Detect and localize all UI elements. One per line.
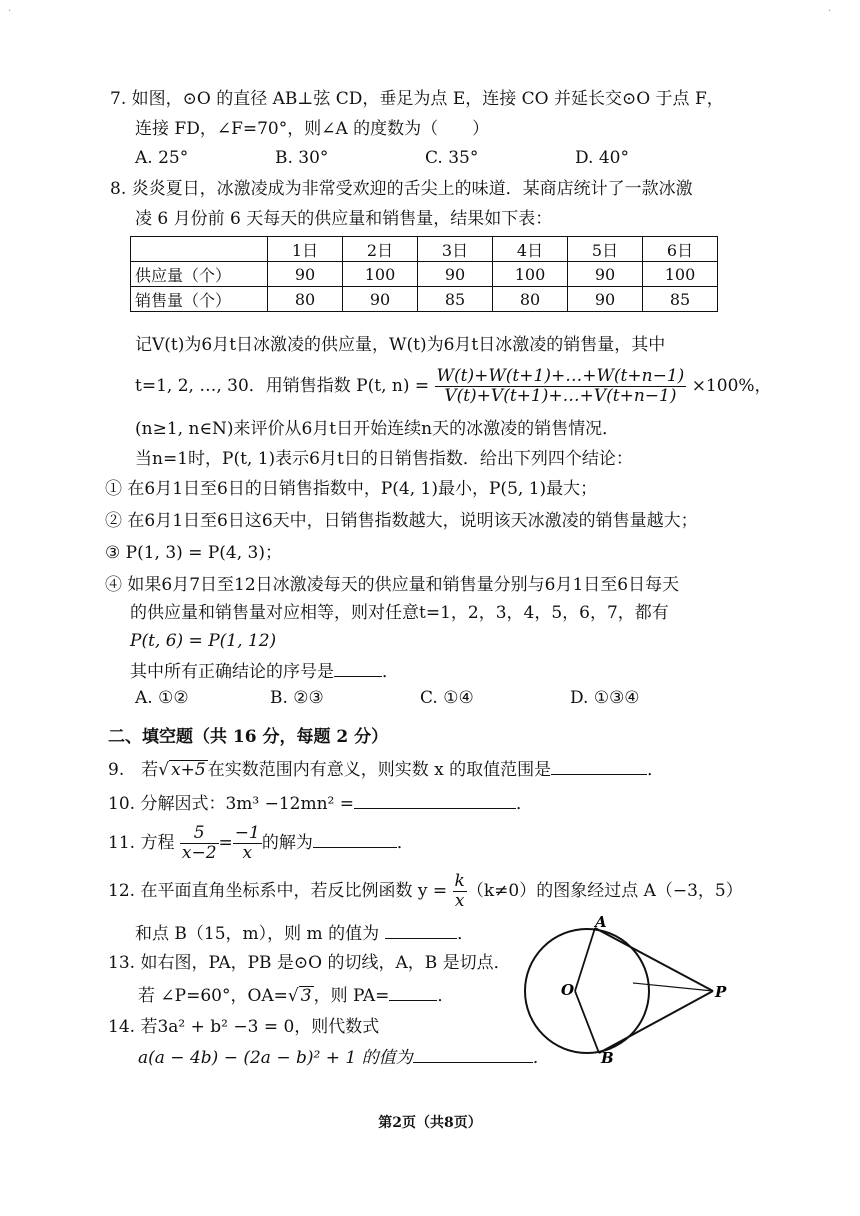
fraction-denominator: x — [454, 891, 465, 911]
table-cell: 80 — [268, 287, 343, 312]
q7-line2: 连接 FD，∠F=70°，则∠A 的度数为（ ） — [135, 119, 490, 139]
table-row — [131, 262, 718, 287]
q8-ask-end: ． — [382, 662, 399, 682]
q13-line1: 13. 如右图，PA，PB 是⊙O 的切线，A，B 是切点． — [108, 953, 511, 973]
q12-line2-text: 和点 B（15，m），则 m 的值为 — [135, 924, 380, 944]
table-cell: 85 — [418, 287, 493, 312]
tangent-circle-figure — [515, 915, 745, 1065]
q8-conclusion-4c: P(t, 6) = P(1, 12) — [130, 631, 277, 651]
table-cell: 2日 — [343, 237, 418, 262]
q11-line — [108, 820, 414, 866]
q11-fraction-1 — [180, 824, 219, 863]
table-cell: 100 — [343, 262, 418, 287]
q8-conclusion-4b: 的供应量和销售量对应相等，则对任意t=1，2，3，4，5，6，7，都有 — [130, 603, 669, 623]
q12-post: （k≠0）的图象经过点 A（−3，5） — [466, 881, 743, 901]
page-footer: 第2页（共8页） — [378, 1115, 482, 1131]
q9-radicand: x+5 — [171, 760, 206, 780]
table-cell: 3日 — [418, 237, 493, 262]
q8-text2 — [135, 364, 772, 408]
q7-choices — [135, 148, 695, 170]
q8-choice-c: C. ①④ — [420, 688, 474, 708]
q7-choice-a: A. 25° — [135, 148, 189, 168]
table-cell: 供应量（个） — [131, 262, 268, 287]
answer-blank — [334, 660, 382, 677]
q10-line — [108, 792, 533, 815]
table-row — [131, 287, 718, 312]
table-cell: 1日 — [268, 237, 343, 262]
sqrt-sign: √ — [158, 760, 170, 780]
q7-choice-d: D. 40° — [575, 148, 629, 168]
q13-radicand: 3 — [300, 986, 312, 1006]
q8-conclusion-3: ③ P(1, 3) = P(4, 3)； — [105, 543, 282, 563]
label-b: B — [601, 1049, 614, 1065]
q14-end: ． — [532, 1048, 550, 1068]
q7-line1: 7. 如图，⊙O 的直径 AB⊥弦 CD，垂足为点 E，连接 CO 并延长交⊙O 于点 F， — [110, 89, 724, 109]
tangent-pb — [599, 991, 713, 1053]
scan-mark: · — [828, 6, 832, 17]
table-cell: 90 — [268, 262, 343, 287]
q11-post: 的解为 — [261, 833, 313, 853]
q8-ask-text: 其中所有正确结论的序号是 — [130, 662, 334, 682]
q14-line1: 14. 若3a² + b² −3 = 0，则代数式 — [108, 1017, 380, 1037]
answer-blank — [354, 792, 516, 809]
q11-end: ． — [396, 833, 414, 853]
table-cell: 90 — [418, 262, 493, 287]
table-cell: 销售量（个） — [131, 287, 268, 312]
fraction-numerator: k — [454, 871, 465, 891]
q13-line2-mid: ，则 PA= — [313, 986, 390, 1006]
table-header-row — [131, 237, 718, 262]
q8-text1: 记V(t)为6月t日冰激凌的供应量，W(t)为6月t日冰激凌的销售量，其中 — [135, 335, 666, 355]
table-cell: 90 — [568, 262, 643, 287]
q9-end: ． — [647, 760, 665, 780]
q14-line2 — [138, 1046, 550, 1069]
radius-ob — [575, 991, 599, 1053]
label-p: P — [715, 983, 727, 1001]
q8-text2-post: ×100%， — [691, 376, 772, 396]
q12-end: ． — [457, 924, 475, 944]
q8-text3: (n≥1, n∈N)来评价从6月t日开始连续n天的冰激凌的销售情况． — [135, 419, 620, 439]
table-cell: 4日 — [493, 237, 568, 262]
section-heading: 二、填空题（共 16 分，每题 2 分） — [108, 727, 389, 747]
label-a: A — [595, 915, 607, 931]
table-cell: 90 — [568, 287, 643, 312]
q8-choice-a: A. ①② — [135, 688, 189, 708]
q8-choices — [135, 688, 695, 710]
table-cell: 90 — [343, 287, 418, 312]
answer-blank — [551, 758, 647, 775]
q13-line2 — [138, 984, 454, 1007]
answer-blank — [389, 984, 437, 1001]
q8-conclusion-1: ① 在6月1日至6日的日销售指数中，P(4, 1)最小，P(5, 1)最大； — [105, 479, 598, 499]
label-o: O — [561, 981, 575, 999]
fraction-denominator: V(t)+V(t+1)+…+V(t+n−1) — [444, 386, 677, 406]
table-cell: 100 — [643, 262, 718, 287]
q12-fraction — [453, 872, 467, 911]
q8-text2-pre: t=1, 2, …, 30．用销售指数 P(t, n) = — [135, 376, 430, 396]
q11-pre: 11. 方程 — [108, 833, 175, 853]
q10-pre: 10. 分解因式：3m³ −12mn² = — [108, 794, 355, 814]
q14-line2-text: a(a − 4b) − (2a − b)² + 1 的值为 — [138, 1048, 413, 1068]
q8-conclusion-2: ② 在6月1日至6日这6天中，日销售指数越大，说明该天冰激凌的销售量越大； — [105, 511, 698, 531]
tangent-pa — [595, 928, 713, 991]
q9-pre: 9. 若 — [108, 760, 159, 780]
scan-mark: · — [8, 6, 12, 17]
q12-line1 — [108, 868, 743, 914]
q8-choice-d: D. ①③④ — [570, 688, 640, 708]
fraction-denominator: x−2 — [181, 843, 217, 863]
fraction-denominator: x — [242, 843, 253, 863]
q8-conclusion-4a: ④ 如果6月7日至12日冰激凌每天的供应量和销售量分别与6月1日至6日每天 — [105, 575, 680, 595]
table-cell: 5日 — [568, 237, 643, 262]
q12-pre: 12. 在平面直角坐标系中，若反比例函数 y = — [108, 881, 448, 901]
fraction-numerator: W(t)+W(t+1)+…+W(t+n−1) — [436, 366, 685, 386]
q11-eq: = — [218, 833, 233, 853]
q9-line — [108, 758, 664, 781]
table-cell: 6日 — [643, 237, 718, 262]
q8-text4: 当n=1时，P(t, 1)表示6月t日的日销售指数．给出下列四个结论： — [135, 449, 633, 469]
q7-choice-c: C. 35° — [425, 148, 479, 168]
fraction-numerator: 5 — [180, 824, 219, 844]
q9-post: 在实数范围内有意义，则实数 x 的取值范围是 — [207, 760, 552, 780]
q8-ask — [130, 660, 399, 683]
q8-choice-b: B. ②③ — [270, 688, 324, 708]
table-cell: 80 — [493, 287, 568, 312]
sales-table — [130, 236, 718, 312]
q11-fraction-2 — [233, 824, 262, 863]
table-cell — [131, 237, 268, 262]
answer-blank — [313, 831, 397, 848]
table-cell: 100 — [493, 262, 568, 287]
sqrt-sign: √ — [287, 986, 299, 1006]
table-cell: 85 — [643, 287, 718, 312]
q10-end: ． — [516, 794, 534, 814]
q13-end: ． — [437, 986, 455, 1006]
fraction-numerator: −1 — [234, 823, 260, 843]
q7-choice-b: B. 30° — [275, 148, 329, 168]
answer-blank — [385, 922, 457, 939]
q8-line1: 8. 炎炎夏日，冰激凌成为非常受欢迎的舌尖上的味道．某商店统计了一款冰激 — [110, 179, 693, 199]
q8-line2: 凌 6 月份前 6 天每天的供应量和销售量，结果如下表： — [135, 209, 553, 229]
sales-index-fraction — [435, 367, 687, 406]
q12-line2 — [135, 922, 474, 945]
radius-oa — [575, 928, 595, 991]
q13-line2-pre: 若 ∠P=60°，OA= — [138, 986, 288, 1006]
